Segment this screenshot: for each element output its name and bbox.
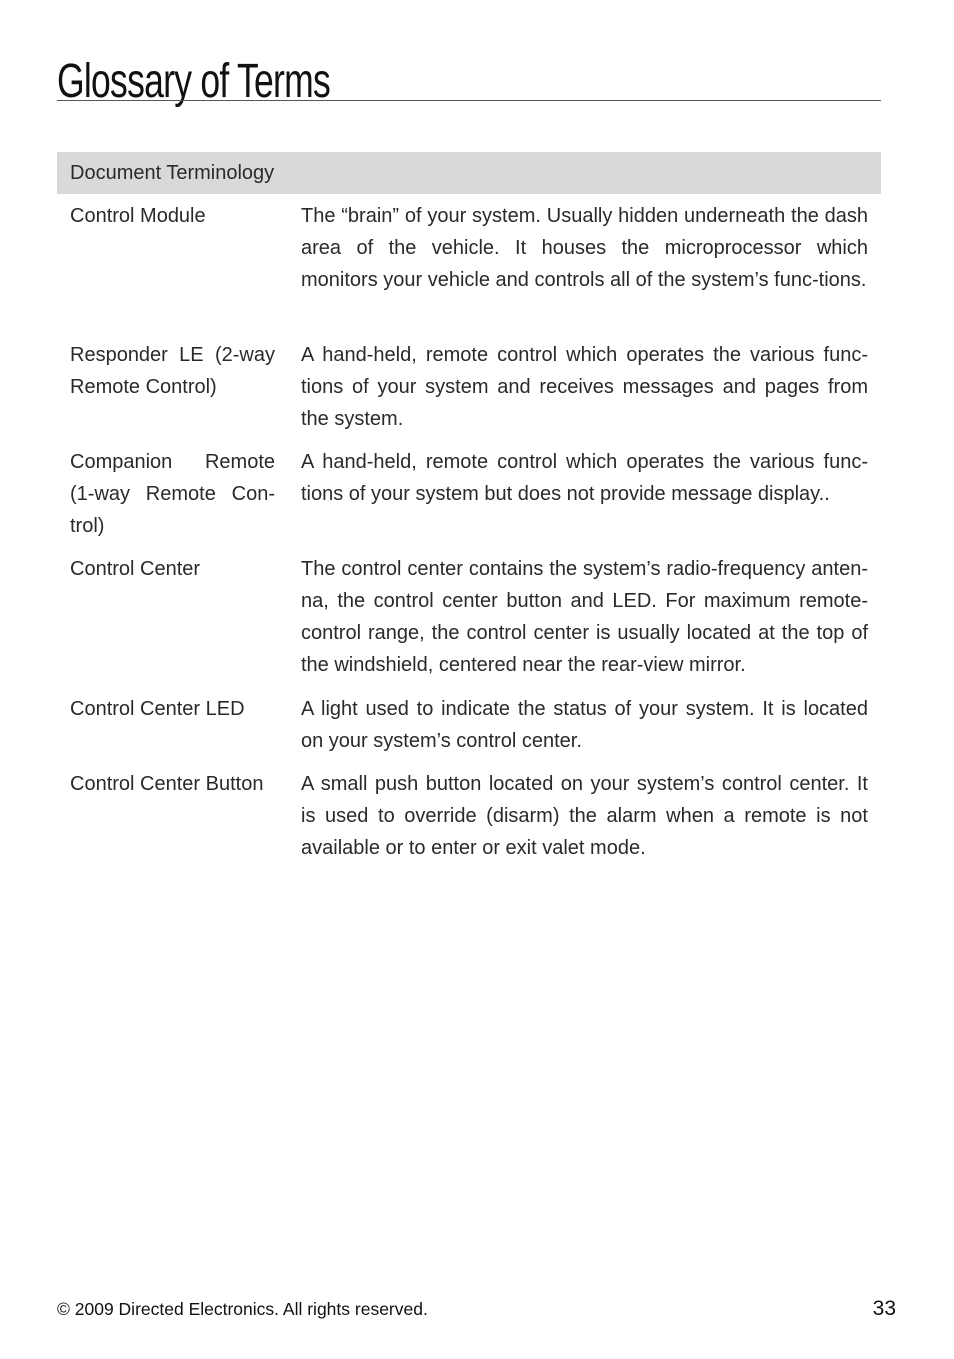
glossary-definition: A light used to indicate the status of your system. It is located on your system’s control center. (301, 698, 868, 752)
glossary-term: Companion Remote (1-way Remote Con-trol) (70, 451, 275, 537)
table-header (57, 152, 881, 194)
glossary-definition: The control center contains the system’s radio-frequency anten-na, the control center button and LED. For maximum remote-control range, the control center is usually located at the top of the windshield, centered near the rear-view mirror. (301, 558, 868, 676)
glossary-definition: A small push button located on your system’s control center. It is used to override (disarm) the alarm when a remote is not available or to enter or exit valet mode. (301, 773, 868, 859)
glossary-definition: A hand-held, remote control which operates the various func-tions of your system and receives messages and pages from the system. (301, 344, 868, 430)
page-number: 33 (872, 1297, 896, 1320)
title-divider (57, 100, 881, 101)
glossary-definition: A hand-held, remote control which operates the various func-tions of your system but does not provide message display.. (301, 451, 868, 505)
glossary-term: Control Module (70, 205, 206, 227)
glossary-term: Control Center (70, 558, 201, 580)
glossary-term: Control Center LED (70, 698, 245, 720)
glossary-term: Control Center Button (70, 773, 264, 795)
footer-copyright: © 2009 Directed Electronics. All rights reserved. (57, 1299, 428, 1319)
glossary-term: Responder LE (2-way Remote Control) (70, 344, 275, 398)
glossary-definition: The “brain” of your system. Usually hidden underneath the dash area of the vehicle. It houses the microprocessor which monitors your vehicle and controls all of the system’s func-tions. (301, 205, 868, 291)
page-title: Glossary of Terms (57, 55, 330, 108)
table-header-label: Document Terminology (70, 162, 275, 184)
